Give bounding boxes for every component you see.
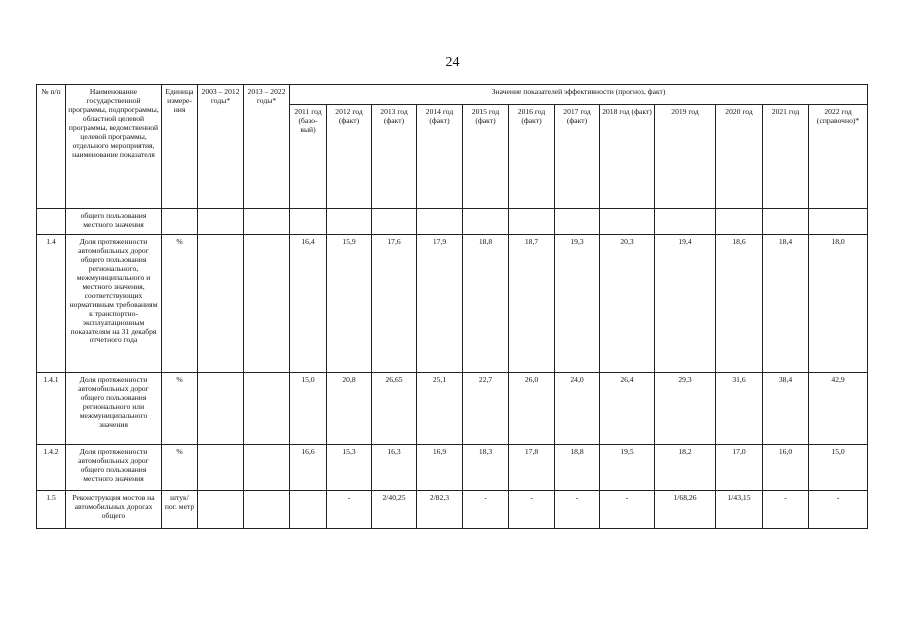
- row-value: [290, 209, 327, 235]
- row-value: 18,4: [763, 235, 809, 373]
- header-year: 2016 год (факт): [509, 105, 555, 209]
- page-number: 24: [445, 55, 460, 70]
- row-value: 2/40,25: [372, 491, 417, 529]
- row-unit: %: [162, 373, 198, 445]
- row-value: [655, 209, 716, 235]
- header-year: 2020 год: [716, 105, 763, 209]
- header-period-2003-2012: 2003 – 2012 годы*: [198, 85, 244, 209]
- header-year: 2021 год: [763, 105, 809, 209]
- row-value: 15,9: [327, 235, 372, 373]
- row-value: 42,9: [809, 373, 868, 445]
- header-year: 2019 год: [655, 105, 716, 209]
- table-row: [37, 445, 868, 491]
- row-period-2: [244, 445, 290, 491]
- row-name: Реконструкция мостов на автомобильных дорогах общего: [66, 491, 162, 529]
- row-value: [463, 209, 509, 235]
- row-value: 15,0: [809, 445, 868, 491]
- header-row-1: [37, 85, 868, 105]
- row-period-1: [198, 209, 244, 235]
- row-value: [716, 209, 763, 235]
- row-value: [763, 209, 809, 235]
- row-period-1: [198, 373, 244, 445]
- row-period-1: [198, 491, 244, 529]
- row-value: -: [809, 491, 868, 529]
- row-value: 17,9: [417, 235, 463, 373]
- row-period-2: [244, 373, 290, 445]
- header-year: 2018 год (факт): [600, 105, 655, 209]
- row-value: 15,3: [327, 445, 372, 491]
- row-value: [555, 209, 600, 235]
- header-name: Наименование государственной программы, подпрограммы, областной целевой программы, ведомственной целевой программы, отдельного мероприятия, наименование показателя: [66, 85, 162, 209]
- row-unit: штук/ пог. метр: [162, 491, 198, 529]
- row-value: 38,4: [763, 373, 809, 445]
- row-value: 19,5: [600, 445, 655, 491]
- row-value: [327, 209, 372, 235]
- row-value: 16,9: [417, 445, 463, 491]
- row-value: [600, 209, 655, 235]
- header-unit: Единица измере-ния: [162, 85, 198, 209]
- row-value: 20,8: [327, 373, 372, 445]
- row-value: 17,6: [372, 235, 417, 373]
- header-year: 2017 год (факт): [555, 105, 600, 209]
- row-value: -: [509, 491, 555, 529]
- row-value: 17,0: [716, 445, 763, 491]
- row-value: -: [600, 491, 655, 529]
- row-value: 1/68,26: [655, 491, 716, 529]
- header-year: 2014 год (факт): [417, 105, 463, 209]
- table-row: [37, 209, 868, 235]
- row-value: 16,0: [763, 445, 809, 491]
- row-value: 20,3: [600, 235, 655, 373]
- row-name: Доля протяженности автомобильных дорог общего пользования регионального или межмуниципального значения: [66, 373, 162, 445]
- header-year: 2022 год (справочно)*: [809, 105, 868, 209]
- row-period-2: [244, 491, 290, 529]
- row-number: [37, 209, 66, 235]
- row-number: 1.4.1: [37, 373, 66, 445]
- row-value: [809, 209, 868, 235]
- table-row: [37, 491, 868, 529]
- row-value: 29,3: [655, 373, 716, 445]
- row-value: [290, 491, 327, 529]
- row-period-2: [244, 235, 290, 373]
- row-value: -: [555, 491, 600, 529]
- row-value: -: [327, 491, 372, 529]
- header-year: 2013 год (факт): [372, 105, 417, 209]
- row-value: 18,6: [716, 235, 763, 373]
- row-number: 1.4.2: [37, 445, 66, 491]
- row-unit: %: [162, 445, 198, 491]
- row-value: 18,3: [463, 445, 509, 491]
- row-value: 16,6: [290, 445, 327, 491]
- row-value: [372, 209, 417, 235]
- row-value: -: [763, 491, 809, 529]
- row-name: общего пользования местного значения: [66, 209, 162, 235]
- row-value: 1/43,15: [716, 491, 763, 529]
- row-number: 1.4: [37, 235, 66, 373]
- row-value: 18,8: [463, 235, 509, 373]
- row-value: 22,7: [463, 373, 509, 445]
- header-year: 2015 год (факт): [463, 105, 509, 209]
- row-unit: %: [162, 235, 198, 373]
- row-value: 16,4: [290, 235, 327, 373]
- row-value: [417, 209, 463, 235]
- row-value: 18,2: [655, 445, 716, 491]
- row-value: 18,8: [555, 445, 600, 491]
- row-value: 15,0: [290, 373, 327, 445]
- row-value: 26,0: [509, 373, 555, 445]
- row-unit: [162, 209, 198, 235]
- row-value: 2/82,3: [417, 491, 463, 529]
- row-value: 26,4: [600, 373, 655, 445]
- header-values-group: Значение показателей эффективности (прогноз, факт): [290, 85, 868, 105]
- row-value: [509, 209, 555, 235]
- row-value: 18,7: [509, 235, 555, 373]
- row-value: 25,1: [417, 373, 463, 445]
- row-number: 1.5: [37, 491, 66, 529]
- row-name: Доля протяженности автомобильных дорог общего пользования местного значения: [66, 445, 162, 491]
- table-row: [37, 373, 868, 445]
- header-year: 2012 год (факт): [327, 105, 372, 209]
- row-period-2: [244, 209, 290, 235]
- indicators-table: [36, 84, 868, 529]
- row-value: 31,6: [716, 373, 763, 445]
- table-row: [37, 235, 868, 373]
- row-period-1: [198, 445, 244, 491]
- header-num: № п/п: [37, 85, 66, 209]
- row-name: Доля протяженности автомобильных дорог общего пользования регионального, межмуниципального и местного значения, соответствующих нормативным требованиям к транспортно-эксплуатационным показателям на 31 декабря отчетного года: [66, 235, 162, 373]
- row-value: 24,0: [555, 373, 600, 445]
- header-year: 2011 год (базо-вый): [290, 105, 327, 209]
- row-value: 26,65: [372, 373, 417, 445]
- row-value: 17,8: [509, 445, 555, 491]
- row-value: 19,4: [655, 235, 716, 373]
- row-value: -: [463, 491, 509, 529]
- row-period-1: [198, 235, 244, 373]
- row-value: 16,3: [372, 445, 417, 491]
- row-value: 19,3: [555, 235, 600, 373]
- row-value: 18,0: [809, 235, 868, 373]
- header-period-2013-2022: 2013 – 2022 годы*: [244, 85, 290, 209]
